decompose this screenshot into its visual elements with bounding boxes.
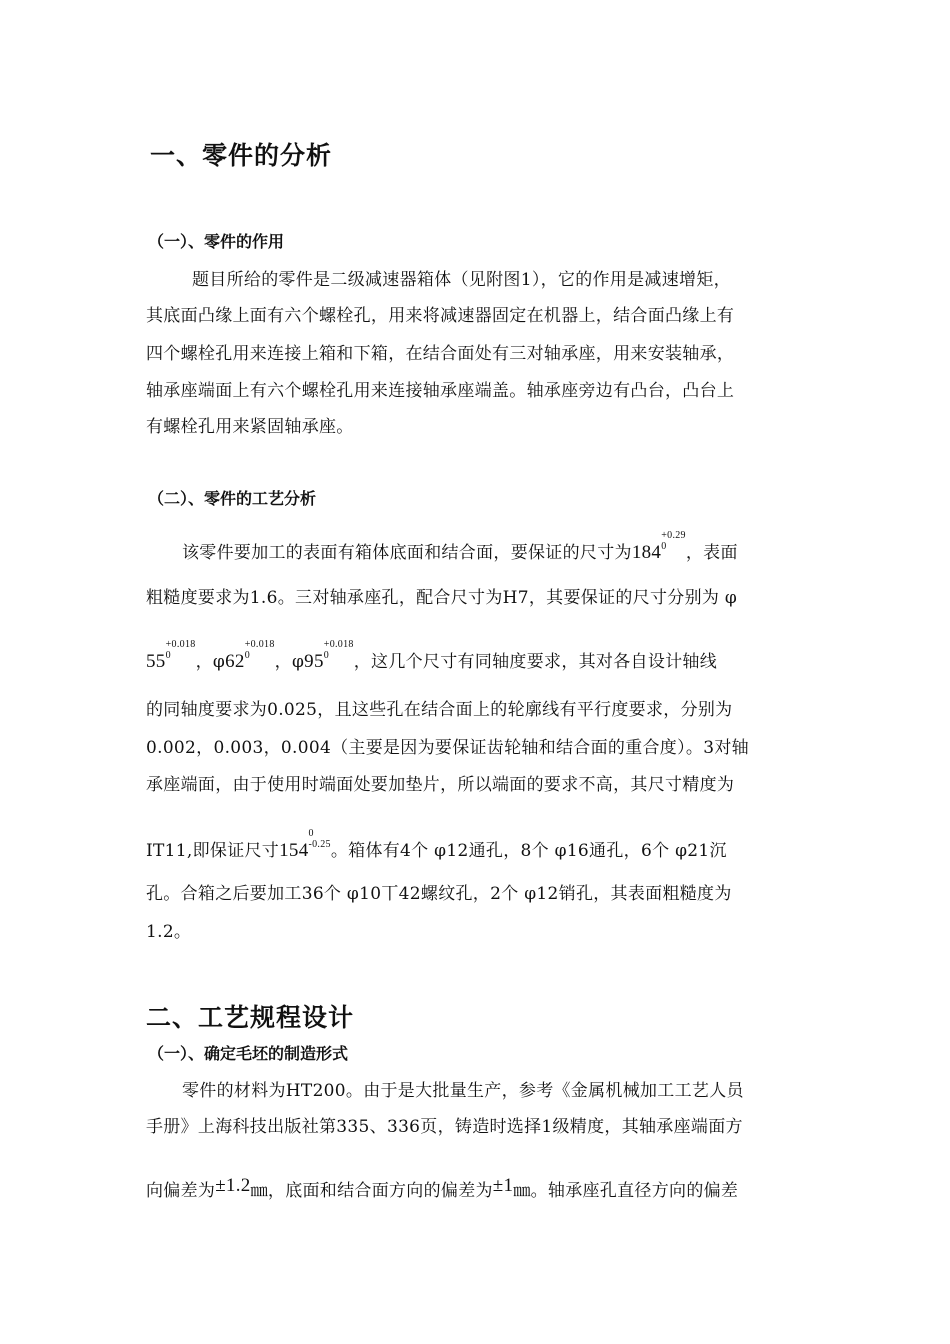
dimension-184 bbox=[631, 530, 686, 563]
paragraph-line: 其底面凸缘上面有六个螺栓孔，用来将减速器固定在机器上，结合面凸缘上有 bbox=[146, 306, 735, 326]
paragraph-line: 1.2。 bbox=[146, 922, 192, 942]
dimension-base: 184 bbox=[631, 542, 662, 563]
dimension-base: 62 bbox=[225, 651, 245, 672]
paragraph-line: 有螺栓孔用来紧固轴承座。 bbox=[146, 417, 354, 437]
paragraph-line: 的同轴度要求为0.025，且这些孔在结合面上的轮廓线有平行度要求，分别为 bbox=[146, 700, 733, 720]
paragraph-line: 轴承座端面上有六个螺栓孔用来连接轴承座端盖。轴承座旁边有凸台，凸台上 bbox=[146, 381, 735, 401]
dimension-154 bbox=[279, 828, 331, 861]
tolerance bbox=[245, 639, 275, 661]
tolerance-lower: -0.25 bbox=[308, 839, 331, 850]
text-run: ㎜，底面和结合面方向的偏差为 bbox=[250, 1181, 493, 1201]
deviation-value: ±1.2 bbox=[215, 1175, 251, 1196]
text-run: IT11,即保证尺寸 bbox=[146, 841, 280, 861]
tolerance bbox=[661, 530, 686, 552]
dimension-55 bbox=[146, 639, 196, 672]
tolerance bbox=[309, 828, 331, 850]
paragraph-line: 粗糙度要求为1.6。三对轴承座孔，配合尺寸为H7，其要保证的尺寸分别为 φ bbox=[146, 588, 738, 608]
tolerance-upper: +0.29 bbox=[661, 530, 686, 541]
text-run: ，φ bbox=[274, 652, 305, 672]
text-run: ㎜。轴承座孔直径方向的偏差 bbox=[513, 1181, 739, 1201]
paragraph-line bbox=[146, 639, 808, 673]
tolerance-upper: +0.018 bbox=[165, 639, 196, 650]
text-run: ，表面 bbox=[685, 543, 738, 563]
paragraph-line bbox=[146, 828, 808, 862]
paragraph-line: 零件的材料为HT200。由于是大批量生产，参考《金属机械加工工艺人员 bbox=[182, 1081, 744, 1101]
paragraph-line: 承座端面，由于使用时端面处要加垫片，所以端面的要求不高，其尺寸精度为 bbox=[146, 775, 735, 795]
paragraph-line bbox=[146, 1176, 808, 1202]
tolerance-upper: +0.018 bbox=[323, 639, 354, 650]
paragraph-line: 手册》上海科技出版社第335、336页，铸造时选择1级精度，其轴承座端面方 bbox=[146, 1117, 743, 1137]
text-run: 向偏差为 bbox=[146, 1181, 216, 1201]
dimension-base: 55 bbox=[146, 651, 166, 672]
paragraph-line bbox=[182, 530, 808, 564]
dimension-base: 95 bbox=[304, 651, 324, 672]
subsection-process-analysis-heading: （二）、零件的工艺分析 bbox=[148, 489, 317, 508]
tolerance-lower: 0 bbox=[165, 650, 171, 661]
dimension-base: 154 bbox=[279, 840, 309, 861]
paragraph-line: 题目所给的零件是二级减速器箱体（见附图1），它的作用是减速增矩， bbox=[192, 270, 731, 290]
text-run: 。箱体有4个 φ12通孔，8个 φ16通孔，6个 φ21沉 bbox=[330, 841, 727, 861]
subsection-blank-form-heading: （一）、确定毛坯的制造形式 bbox=[148, 1044, 349, 1063]
text-run: 该零件要加工的表面有箱体底面和结合面，要保证的尺寸为 bbox=[182, 543, 632, 563]
paragraph-line: 0.002，0.003，0.004（主要是因为要保证齿轮轴和结合面的重合度）。3对轴 bbox=[146, 738, 749, 758]
paragraph-line: 孔。合箱之后要加工36个 φ10丅42螺纹孔，2个 φ12销孔，其表面粗糙度为 bbox=[146, 884, 732, 904]
tolerance-upper: +0.018 bbox=[244, 639, 275, 650]
tolerance-lower: 0 bbox=[661, 541, 667, 552]
tolerance-lower: 0 bbox=[323, 650, 330, 661]
subsection-function-heading: （一）、零件的作用 bbox=[148, 232, 285, 251]
text-run: ，这几个尺寸有同轴度要求，其对各自设计轴线 bbox=[353, 652, 718, 672]
paragraph-line: 四个螺栓孔用来连接上箱和下箱，在结合面处有三对轴承座，用来安装轴承， bbox=[146, 344, 735, 364]
section2-heading: 二、工艺规程设计 bbox=[146, 1003, 355, 1032]
tolerance-upper: 0 bbox=[308, 828, 314, 839]
tolerance bbox=[324, 639, 354, 661]
section1-heading: 一、零件的分析 bbox=[150, 141, 333, 170]
text-run: ，φ bbox=[195, 652, 226, 672]
dimension-95 bbox=[304, 639, 354, 672]
dimension-62 bbox=[225, 639, 275, 672]
deviation-value: ±1 bbox=[492, 1175, 514, 1196]
tolerance bbox=[166, 639, 196, 661]
tolerance-lower: 0 bbox=[244, 650, 250, 661]
